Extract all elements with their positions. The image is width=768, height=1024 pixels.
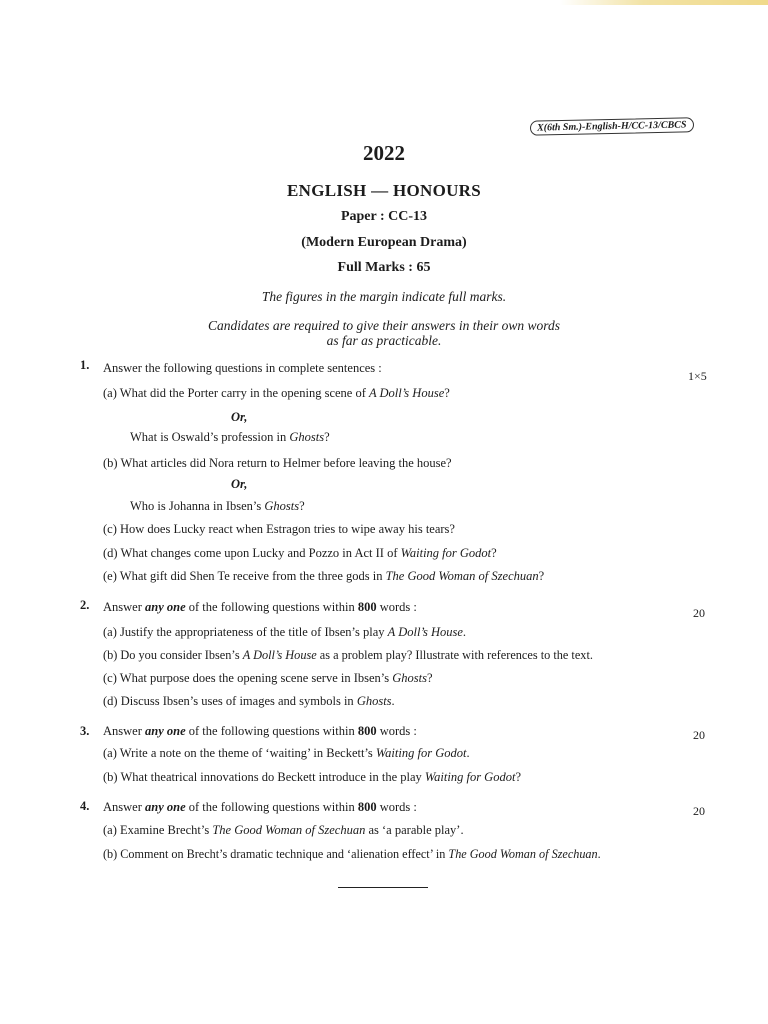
q4-any-one: any one bbox=[145, 800, 186, 814]
q2d bbox=[103, 694, 395, 709]
q1e-label: (e) bbox=[103, 569, 117, 583]
full-marks: Full Marks : 65 bbox=[337, 260, 431, 275]
q1b-or: Or, bbox=[231, 477, 248, 491]
q3a-end: . bbox=[466, 746, 470, 760]
q1a-title: A Doll’s House bbox=[369, 386, 445, 400]
q1e-title: The Good Woman of Szechuan bbox=[385, 569, 539, 583]
q1a-alt-title: Ghosts bbox=[289, 430, 325, 444]
instruction-line-2: Candidates are required to give their answers in their own words bbox=[208, 318, 560, 333]
q1a-text: What did the Porter carry in the opening scene of bbox=[119, 386, 369, 400]
q2a bbox=[103, 625, 466, 640]
q2c bbox=[103, 671, 433, 686]
q3a-title: Waiting for Godot bbox=[375, 746, 467, 760]
q3-number: 3. bbox=[80, 724, 90, 738]
q4b-title: The Good Woman of Szechuan bbox=[448, 847, 598, 861]
q1a bbox=[103, 386, 450, 401]
q4-prompt-1: Answer bbox=[103, 800, 146, 814]
q4b bbox=[103, 847, 601, 862]
q1a-or: Or, bbox=[231, 410, 248, 424]
q2-prompt-3: words : bbox=[376, 600, 417, 614]
q3b-end: ? bbox=[515, 770, 521, 784]
q1a-alt-text: What is Oswald’s profession in bbox=[130, 430, 290, 444]
q4a-label: (a) bbox=[103, 823, 117, 837]
exam-year: 2022 bbox=[363, 141, 405, 165]
q2c-title: Ghosts bbox=[392, 671, 428, 685]
q3-prompt-2: of the following questions within bbox=[185, 724, 358, 738]
q2-word-limit: 800 bbox=[357, 600, 377, 614]
q2b-title: A Doll’s House bbox=[242, 648, 317, 662]
q2a-end: . bbox=[462, 625, 467, 639]
q1b-alt bbox=[130, 499, 305, 514]
q2b bbox=[103, 648, 593, 663]
q1c bbox=[103, 522, 455, 537]
instruction-line-3: as far as practicable. bbox=[326, 333, 442, 348]
course-title: (Modern European Drama) bbox=[301, 235, 467, 250]
q2b-label: (b) bbox=[103, 648, 118, 662]
q2-any-one: any one bbox=[145, 600, 186, 614]
q1e-end: ? bbox=[538, 569, 545, 583]
q4-word-limit: 800 bbox=[357, 800, 377, 814]
q2d-end: . bbox=[391, 694, 395, 708]
instruction-line-1: The figures in the margin indicate full marks. bbox=[261, 289, 507, 304]
q1c-text: How does Lucky react when Estragon tries to wipe away his tears? bbox=[120, 522, 455, 536]
q2-prompt bbox=[103, 600, 417, 615]
q1a-end: ? bbox=[444, 386, 450, 400]
q1b-alt-end: ? bbox=[299, 499, 305, 513]
q2a-text: Justify the appropriateness of the title of Ibsen’s play bbox=[120, 625, 388, 639]
q3b-label: (b) bbox=[103, 770, 118, 784]
q2c-end: ? bbox=[427, 671, 433, 685]
q3b-title: Waiting for Godot bbox=[424, 770, 516, 784]
q3b bbox=[103, 770, 521, 785]
q4a-end: as ‘a parable play’. bbox=[365, 823, 464, 837]
q2d-title: Ghosts bbox=[356, 694, 392, 708]
q3a-text: Write a note on the theme of ‘waiting’ in Beckett’s bbox=[119, 746, 376, 760]
paper-code-badge: X(6th Sm.)-English-H/CC-13/CBCS bbox=[530, 117, 694, 135]
q2d-text: Discuss Ibsen’s uses of images and symbols in bbox=[120, 694, 357, 708]
q1b-alt-title: Ghosts bbox=[264, 499, 300, 513]
q1d-title: Waiting for Godot bbox=[400, 546, 492, 560]
q1c-label: (c) bbox=[103, 522, 117, 536]
q3-prompt bbox=[103, 724, 417, 739]
q4a bbox=[103, 823, 464, 838]
q1e bbox=[103, 569, 544, 584]
q1d-text: What changes come upon Lucky and Pozzo in Act II of bbox=[120, 546, 401, 560]
q2d-label: (d) bbox=[103, 694, 118, 708]
q2b-end: as a problem play? Illustrate with references to the text. bbox=[316, 648, 593, 662]
q2-prompt-2: of the following questions within bbox=[185, 600, 358, 614]
q1a-alt-end: ? bbox=[324, 430, 330, 444]
q1b-label: (b) bbox=[103, 456, 118, 470]
q1e-text: What gift did Shen Te receive from the three gods in bbox=[119, 569, 386, 583]
q1d bbox=[103, 546, 497, 561]
q1d-end: ? bbox=[491, 546, 497, 560]
q1d-label: (d) bbox=[103, 546, 118, 560]
q4-marks: 20 bbox=[693, 804, 705, 818]
q3-any-one: any one bbox=[145, 724, 186, 738]
q4b-label: (b) bbox=[103, 847, 118, 861]
q1-marks: 1×5 bbox=[688, 369, 707, 383]
q3-marks: 20 bbox=[693, 728, 705, 742]
q4a-title: The Good Woman of Szechuan bbox=[212, 823, 366, 837]
paper-code: Paper : CC-13 bbox=[340, 209, 428, 224]
page-edge-stripe bbox=[560, 0, 768, 5]
q3-prompt-1: Answer bbox=[103, 724, 146, 738]
q4-prompt-3: words : bbox=[376, 800, 417, 814]
q2a-title: A Doll’s House bbox=[387, 625, 463, 639]
q3a bbox=[103, 746, 470, 761]
q1b bbox=[103, 456, 452, 471]
q1-number: 1. bbox=[80, 358, 90, 372]
q1a-label: (a) bbox=[103, 386, 117, 400]
subject-title: ENGLISH — HONOURS bbox=[286, 181, 482, 200]
q2-prompt-1: Answer bbox=[103, 600, 146, 614]
q1a-alt bbox=[130, 430, 330, 445]
q2c-label: (c) bbox=[103, 671, 117, 685]
end-rule bbox=[338, 887, 428, 888]
q4a-text: Examine Brecht’s bbox=[120, 823, 213, 837]
q2a-label: (a) bbox=[103, 625, 117, 639]
q4b-end: . bbox=[597, 847, 601, 861]
q4b-text: Comment on Brecht’s dramatic technique and ‘alienation effect’ in bbox=[120, 847, 449, 861]
q4-prompt bbox=[103, 800, 417, 815]
q1b-alt-text: Who is Johanna in Ibsen’s bbox=[130, 499, 265, 513]
q2-number: 2. bbox=[80, 598, 90, 612]
q4-prompt-2: of the following questions within bbox=[185, 800, 358, 814]
q3-word-limit: 800 bbox=[357, 724, 377, 738]
q2c-text: What purpose does the opening scene serve in Ibsen’s bbox=[119, 671, 393, 685]
q1-prompt: Answer the following questions in complete sentences : bbox=[103, 361, 382, 375]
q1b-text: What articles did Nora return to Helmer before leaving the house? bbox=[120, 456, 452, 470]
q3-prompt-3: words : bbox=[376, 724, 417, 738]
q2b-text: Do you consider Ibsen’s bbox=[120, 648, 243, 662]
q4-number: 4. bbox=[80, 799, 90, 813]
q3b-text: What theatrical innovations do Beckett introduce in the play bbox=[120, 770, 425, 784]
q3a-label: (a) bbox=[103, 746, 117, 760]
q2-marks: 20 bbox=[693, 606, 705, 620]
